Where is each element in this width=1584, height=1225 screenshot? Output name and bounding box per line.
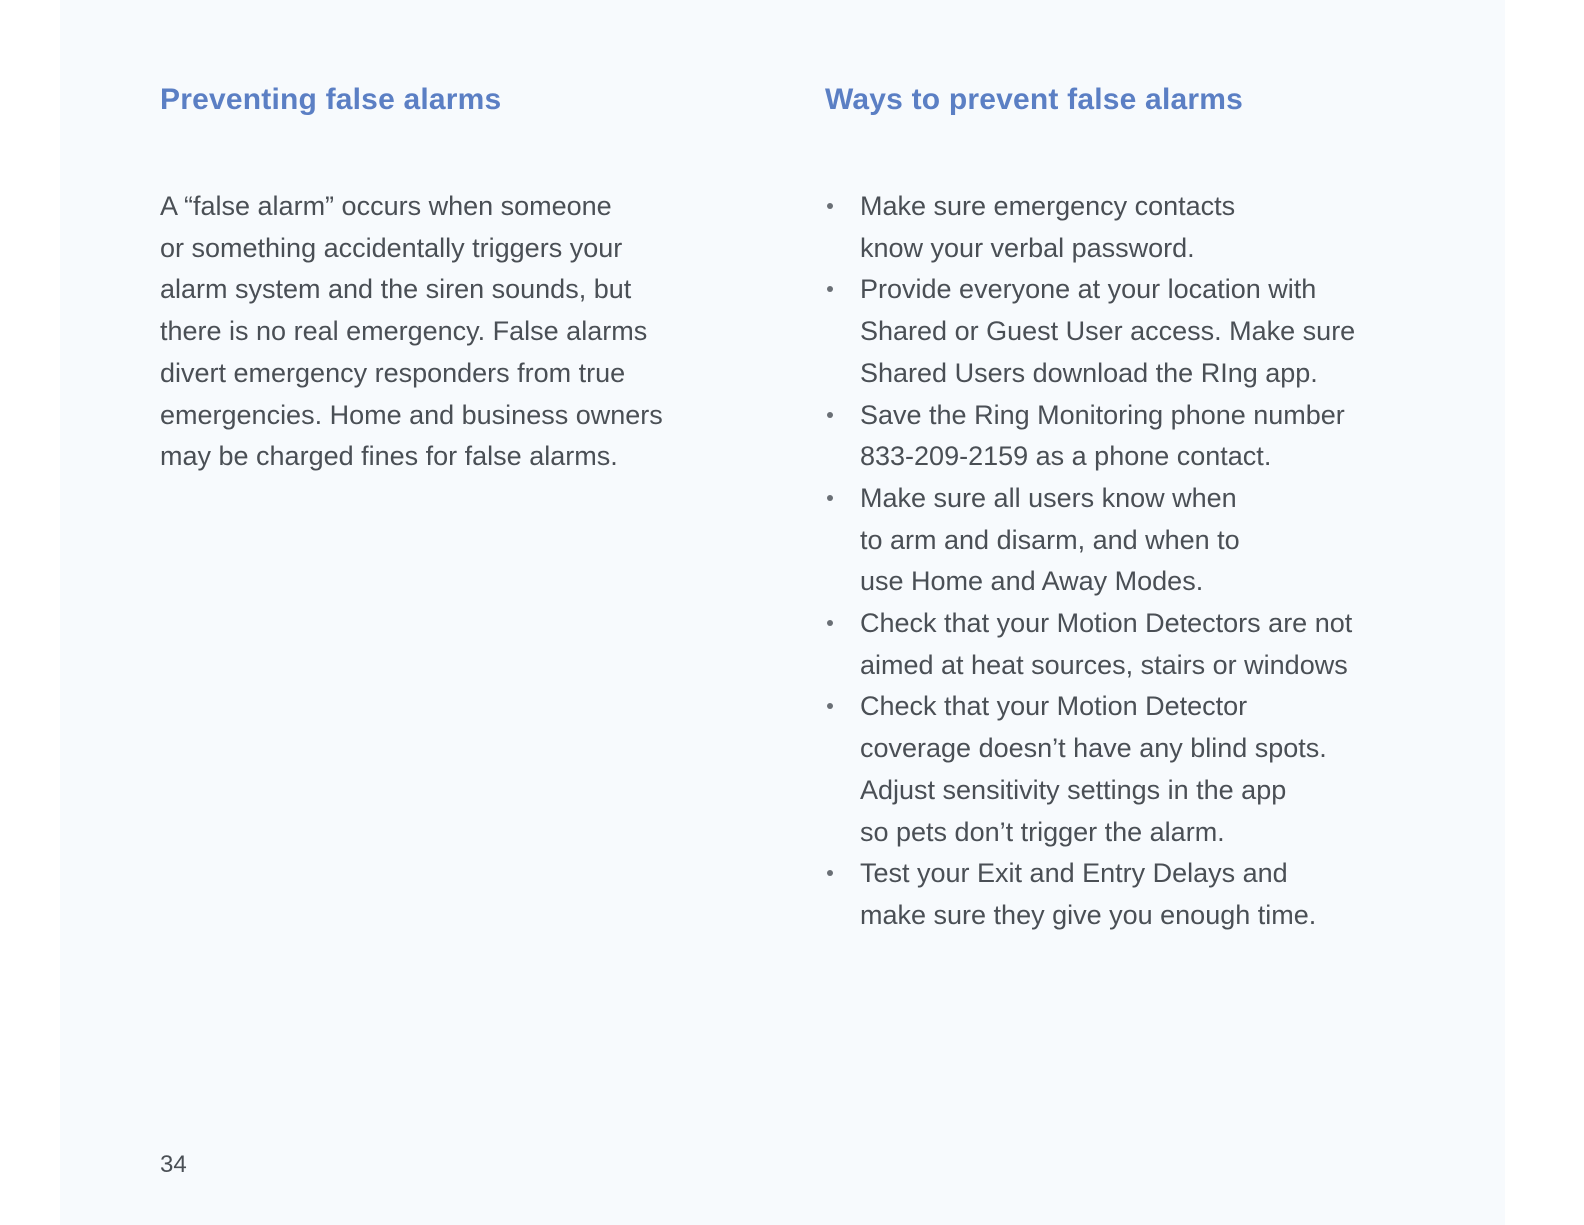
- paragraph-line: emergencies. Home and business owners: [160, 399, 663, 430]
- paragraph-line: or something accidentally triggers your: [160, 232, 623, 263]
- ways-to-prevent-heading: Ways to prevent false alarms: [825, 83, 1243, 116]
- list-item-line: Check that your Motion Detectors are not: [860, 608, 1353, 639]
- preventing-false-alarms-heading: Preventing false alarms: [160, 83, 502, 116]
- page-number: 34: [160, 1151, 187, 1178]
- list-item-line: to arm and disarm, and when to: [860, 524, 1240, 555]
- list-item-line: Make sure all users know when: [860, 482, 1237, 513]
- bullet-icon: [827, 286, 833, 292]
- list-item-line: Shared or Guest User access. Make sure: [860, 316, 1356, 347]
- right-column: [825, 80, 1465, 937]
- list-item-line: make sure they give you enough time.: [860, 899, 1317, 930]
- bullet-icon: [827, 620, 833, 626]
- bullet-icon: [827, 703, 833, 709]
- paragraph-line: alarm system and the siren sounds, but: [160, 274, 632, 305]
- list-item-line: Shared Users download the RIng app.: [860, 357, 1318, 388]
- bullet-icon: [827, 203, 833, 209]
- document-page: [60, 0, 1505, 1225]
- paragraph-line: divert emergency responders from true: [160, 357, 626, 388]
- list-item-line: use Home and Away Modes.: [860, 566, 1204, 597]
- left-column: [160, 80, 740, 478]
- paragraph-line: may be charged fines for false alarms.: [160, 441, 618, 472]
- list-item-line: Save the Ring Monitoring phone number: [860, 399, 1345, 430]
- prevention-tips-list: [825, 186, 1465, 937]
- list-item: [825, 603, 1465, 686]
- paragraph-line: A “false alarm” occurs when someone: [160, 191, 612, 221]
- list-item-line: Provide everyone at your location with: [860, 274, 1317, 305]
- false-alarm-definition-paragraph: [160, 186, 740, 478]
- list-item-line: Adjust sensitivity settings in the app: [860, 774, 1287, 805]
- list-item-line: coverage doesn’t have any blind spots.: [860, 733, 1327, 764]
- paragraph-line: there is no real emergency. False alarms: [160, 316, 648, 347]
- list-item-line: Check that your Motion Detector: [860, 691, 1248, 722]
- list-item: [825, 853, 1465, 936]
- bullet-icon: [827, 870, 833, 876]
- list-item: [825, 269, 1465, 394]
- list-item-line: Test your Exit and Entry Delays and: [860, 858, 1288, 889]
- list-item-line: 833-209-2159 as a phone contact.: [860, 441, 1272, 472]
- list-item-line: Make sure emergency contacts: [860, 191, 1236, 221]
- list-item: [825, 478, 1465, 603]
- bullet-icon: [827, 495, 833, 501]
- list-item-line: know your verbal password.: [860, 232, 1195, 263]
- list-item: [825, 186, 1465, 269]
- list-item: [825, 686, 1465, 853]
- list-item: [825, 395, 1465, 478]
- bullet-icon: [827, 412, 833, 418]
- list-item-line: so pets don’t trigger the alarm.: [860, 816, 1225, 847]
- list-item-line: aimed at heat sources, stairs or windows: [860, 649, 1348, 680]
